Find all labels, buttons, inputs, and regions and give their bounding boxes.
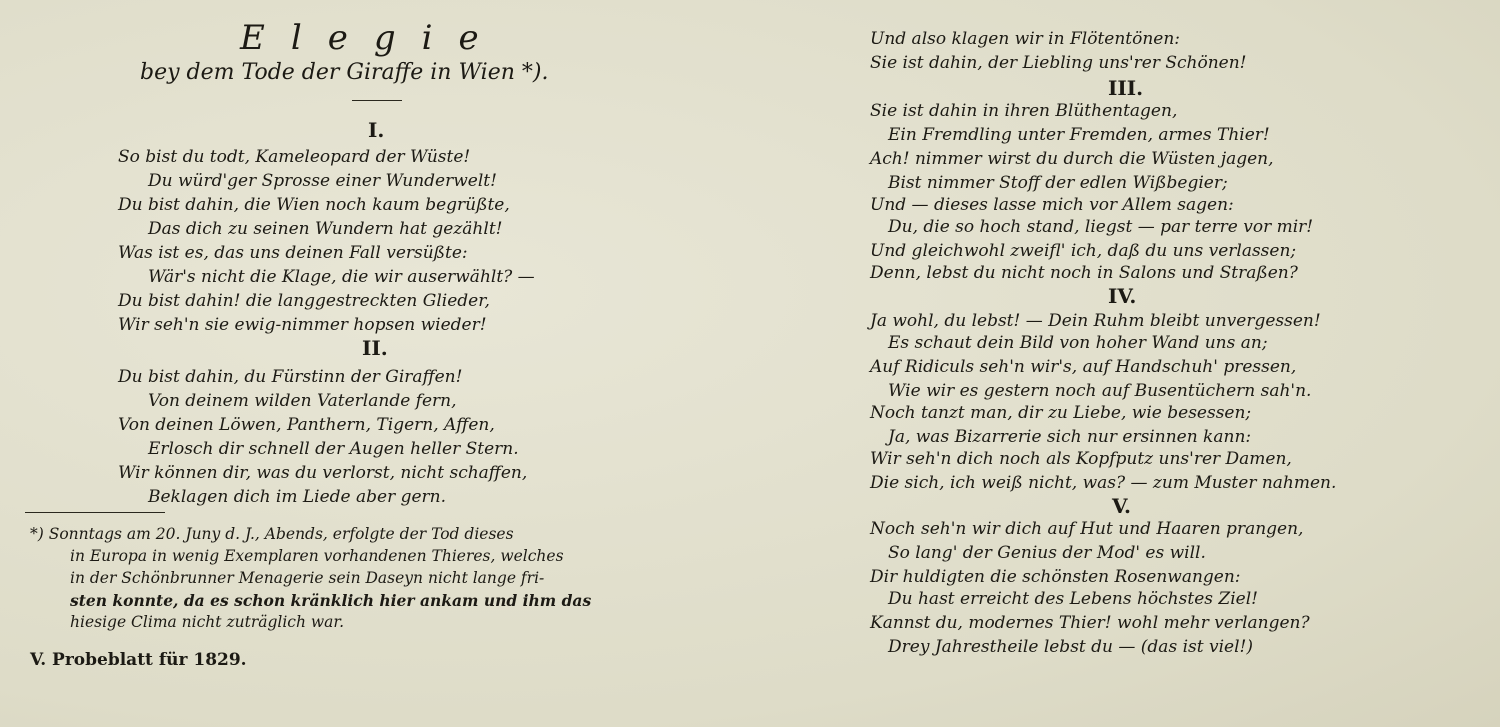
verse-line: Noch seh'n wir dich auf Hut und Haaren prangen, bbox=[870, 519, 1304, 539]
verse-line: Ein Fremdling unter Fremden, armes Thier! bbox=[888, 125, 1270, 145]
title-rule bbox=[352, 100, 402, 101]
footnote-line: *) Sonntags am 20. Juny d. J., Abends, erfolgte der Tod dieses bbox=[30, 525, 514, 543]
right-page bbox=[750, 0, 1500, 727]
stanza-numeral-5: V. bbox=[1112, 494, 1131, 518]
verse-line: Und — dieses lasse mich vor Allem sagen: bbox=[870, 195, 1234, 215]
verse-line: Wir seh'n dich noch als Kopfputz uns'rer Damen, bbox=[870, 449, 1292, 469]
footnote-line: in der Schönbrunner Menagerie sein Daseyn nicht lange fri- bbox=[70, 569, 545, 587]
footnote-line: in Europa in wenig Exemplaren vorhandenen Thieres, welches bbox=[70, 547, 564, 565]
verse-line: Wär's nicht die Klage, die wir auserwählt? — bbox=[148, 267, 535, 287]
verse-line: Und gleichwohl zweifl' ich, daß du uns verlassen; bbox=[870, 241, 1297, 261]
verse-line: Du bist dahin! die langgestreckten Glieder, bbox=[118, 291, 490, 311]
verse-line: Auf Ridiculs seh'n wir's, auf Handschuh' pressen, bbox=[870, 357, 1297, 377]
verse-line: So lang' der Genius der Mod' es will. bbox=[888, 543, 1206, 563]
verse-line: Das dich zu seinen Wundern hat gezählt! bbox=[148, 219, 503, 239]
verse-line: Es schaut dein Bild von hoher Wand uns an; bbox=[888, 333, 1268, 353]
verse-line: Du würd'ger Sprosse einer Wunderwelt! bbox=[148, 171, 497, 191]
verse-line: Erlosch dir schnell der Augen heller Stern. bbox=[148, 439, 519, 459]
footnote-rule bbox=[25, 512, 165, 513]
footnote-line: hiesige Clima nicht zuträglich war. bbox=[70, 613, 345, 631]
verse-line: Sie ist dahin, der Liebling uns'rer Schönen! bbox=[870, 53, 1247, 73]
signature: V. Probeblatt für 1829. bbox=[30, 650, 247, 670]
stanza-numeral-2: II. bbox=[362, 336, 388, 360]
verse-line: Denn, lebst du nicht noch in Salons und Straßen? bbox=[870, 263, 1298, 283]
verse-line: Wir können dir, was du verlorst, nicht schaffen, bbox=[118, 463, 528, 483]
footnote-line: sten konnte, da es schon kränklich hier ankam und ihm das bbox=[70, 591, 592, 610]
verse-line: Sie ist dahin in ihren Blüthentagen, bbox=[870, 101, 1178, 121]
verse-line: Beklagen dich im Liede aber gern. bbox=[148, 487, 447, 507]
verse-line: Du, die so hoch stand, liegst — par terre vor mir! bbox=[888, 217, 1314, 237]
verse-line: Von deinen Löwen, Panthern, Tigern, Affen, bbox=[118, 415, 495, 435]
stanza-numeral-1: I. bbox=[368, 118, 385, 142]
poem-subtitle: bey dem Tode der Giraffe in Wien *). bbox=[140, 60, 549, 85]
poem-title: Elegie bbox=[240, 18, 505, 58]
stanza-numeral-3: III. bbox=[1108, 76, 1144, 100]
verse-line: Ach! nimmer wirst du durch die Wüsten jagen, bbox=[870, 149, 1274, 169]
verse-line: Von deinem wilden Vaterlande fern, bbox=[148, 391, 457, 411]
verse-line: Ja, was Bizarrerie sich nur ersinnen kann: bbox=[888, 427, 1252, 447]
verse-line: Und also klagen wir in Flötentönen: bbox=[870, 29, 1181, 49]
verse-line: Du hast erreicht des Lebens höchstes Ziel! bbox=[888, 589, 1258, 609]
stanza-numeral-4: IV. bbox=[1108, 284, 1137, 308]
verse-line: Du bist dahin, die Wien noch kaum begrüßte, bbox=[118, 195, 510, 215]
verse-line: Du bist dahin, du Fürstinn der Giraffen! bbox=[118, 367, 463, 387]
verse-line: Drey Jahrestheile lebst du — (das ist viel!) bbox=[888, 637, 1253, 657]
verse-line: Ja wohl, du lebst! — Dein Ruhm bleibt unvergessen! bbox=[870, 311, 1321, 331]
verse-line: Kannst du, modernes Thier! wohl mehr verlangen? bbox=[870, 613, 1310, 633]
verse-line: Dir huldigten die schönsten Rosenwangen: bbox=[870, 567, 1241, 587]
verse-line: Die sich, ich weiß nicht, was? — zum Muster nahmen. bbox=[870, 473, 1337, 493]
verse-line: Noch tanzt man, dir zu Liebe, wie besessen; bbox=[870, 403, 1252, 423]
verse-line: Bist nimmer Stoff der edlen Wißbegier; bbox=[888, 173, 1228, 193]
verse-line: Was ist es, das uns deinen Fall versüßte: bbox=[118, 243, 468, 263]
verse-line: So bist du todt, Kameleopard der Wüste! bbox=[118, 147, 471, 167]
verse-line: Wir seh'n sie ewig-nimmer hopsen wieder! bbox=[118, 315, 487, 335]
verse-line: Wie wir es gestern noch auf Busentüchern sah'n. bbox=[888, 381, 1312, 401]
